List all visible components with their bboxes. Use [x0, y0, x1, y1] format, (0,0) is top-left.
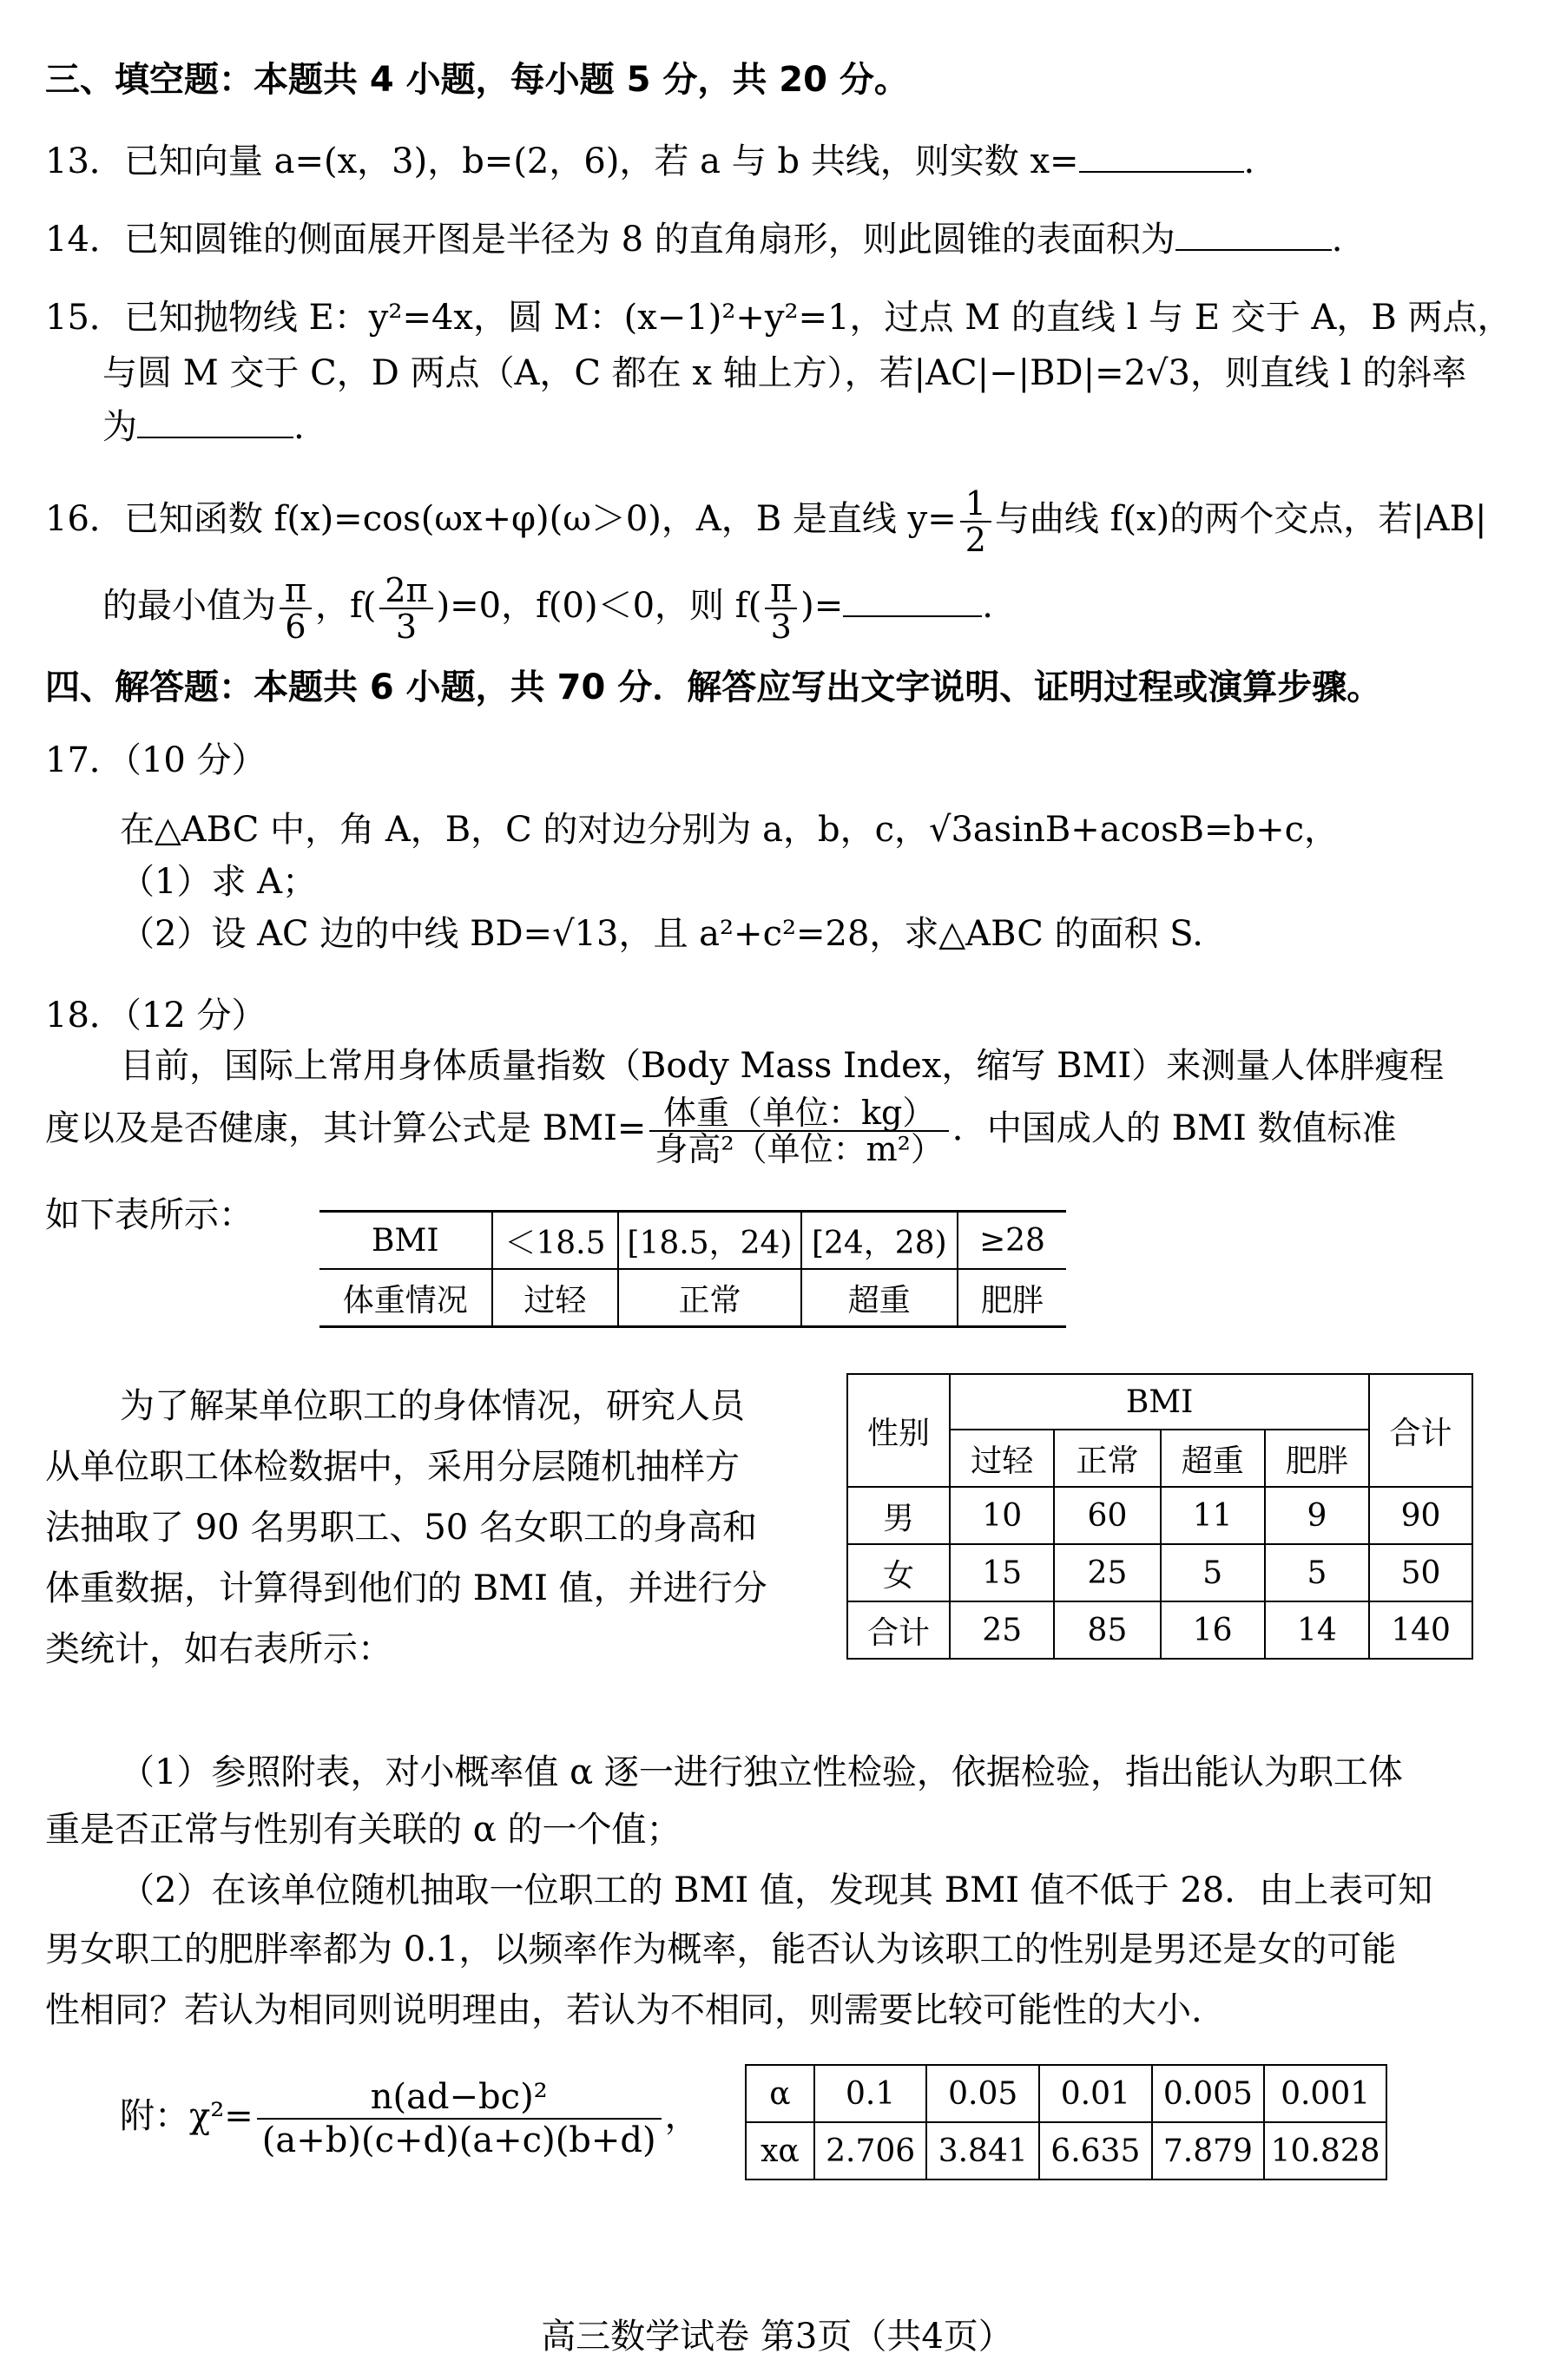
question-18-para-line1: 为了解某单位职工的身体情况，研究人员	[120, 1386, 745, 1426]
table-header-bmi: BMI	[950, 1374, 1369, 1430]
question-18-line2: 度以及是否健康，其计算公式是 BMI= $\frac{\text{体重（单位：kg）}}{\text{身高²（单位：m²）}}$ ．中国成人的 BMI 数值标准	[45, 1094, 1397, 1168]
question-17-heading: 17．（10 分）	[45, 740, 267, 780]
question-16-line2: 的最小值为 $\frac{\pi}{6}$ ，f( $\frac{2\pi}{3}$ )=0，f(0)＜0，则 f( $\frac{\pi}{3}$ )= .	[102, 571, 993, 646]
chi-square-formula: 附：χ²= $\frac{\text{n(ad−bc)²}}{(a+b)(c+d)(a+c)(b+d)}$ ，	[120, 2077, 700, 2160]
question-13: 13．已知向量 a=(x，3)，b=(2，6)，若 a 与 b 共线，则实数 x= .	[45, 141, 1255, 181]
fraction-2pi-3: $\frac{2\pi}{3}$	[379, 573, 432, 644]
question-16-line1: 16．已知函数 f(x)=cos(ωx+φ)(ω＞0)，A，B 是直线 y= $\frac{1}{2}$ 与曲线 f(x)的两个交点，若|AB|	[45, 484, 1487, 559]
question-17-stem: 在△ABC 中，角 A，B，C 的对边分别为 a，b，c，√3asinB+acosB=b+c，	[120, 810, 1340, 850]
table-subheader: 正常	[1054, 1430, 1160, 1487]
table-header-sex: 性别	[847, 1374, 950, 1487]
page-footer: 高三数学试卷 第3页（共4页）	[541, 2317, 1013, 2357]
bmi-formula-fraction: $\frac{\text{体重（单位：kg）}}{\text{身高²（单位：m²）}}$	[649, 1095, 949, 1167]
fraction-pi-3: $\frac{\pi}{3}$	[765, 573, 797, 644]
table-row: 女 15 25 5 5 50	[847, 1544, 1472, 1601]
table-cell: [18.5，24)	[618, 1212, 800, 1270]
table-subheader: 过轻	[950, 1430, 1054, 1487]
table-subheader: 肥胖	[1265, 1430, 1369, 1487]
question-18-heading: 18．（12 分）	[45, 996, 267, 1035]
fraction-one-half: $\frac{1}{2}$	[960, 486, 991, 557]
question-17-part2: （2）设 AC 边的中线 BD=√13，且 a²+c²=28，求△ABC 的面积 S.	[120, 914, 1203, 954]
question-18-sub2-line2: 男女职工的肥胖率都为 0.1，以频率作为概率，能否认为该职工的性别是男还是女的可能	[45, 1930, 1397, 1969]
question-15-line2: 与圆 M 交于 C，D 两点（A，C 都在 x 轴上方），若|AC|−|BD|=2√3，则直线 l 的斜率	[102, 353, 1467, 393]
question-15-line1: 15．已知抛物线 E：y²=4x，圆 M：(x−1)²+y²=1，过点 M 的直线 l 与 E 交于 A，B 两点，	[45, 298, 1512, 338]
question-18-para-line2: 从单位职工体检数据中，采用分层随机抽样方	[45, 1447, 740, 1487]
question-18-para-line3: 法抽取了 90 名男职工、50 名女职工的身高和	[45, 1508, 757, 1548]
answer-blank-16	[843, 584, 982, 617]
question-17-part1: （1）求 A；	[120, 862, 318, 902]
table-cell: BMI	[319, 1212, 492, 1270]
section-3-heading: 三、填空题：本题共 4 小题，每小题 5 分，共 20 分。	[45, 60, 909, 100]
question-18-sub1-line1: （1）参照附表，对小概率值 α 逐一进行独立性检验，依据检验，指出能认为职工体	[120, 1752, 1403, 1792]
table-cell: ＜18.5	[492, 1212, 619, 1270]
table-cell: 肥胖	[958, 1269, 1066, 1327]
question-18-para-line5: 类统计，如右表所示：	[45, 1629, 392, 1669]
question-18-sub2-line3: 性相同？若认为相同则说明理由，若认为不相同，则需要比较可能性的大小.	[45, 1990, 1202, 2030]
answer-blank-14	[1175, 218, 1332, 251]
table-cell: ≥28	[958, 1212, 1066, 1270]
table-row: 合计 25 85 16 14 140	[847, 1601, 1472, 1659]
table-cell: [24，28)	[801, 1212, 958, 1270]
bmi-survey-table	[846, 1373, 1473, 1660]
table-row: 男 10 60 11 9 90	[847, 1487, 1472, 1544]
question-15-line3: 为 .	[102, 407, 305, 447]
table-cell: 正常	[618, 1269, 800, 1327]
question-18-line3: 如下表所示：	[45, 1195, 254, 1235]
table-row: xα 2.706 3.841 6.635 7.879 10.828	[746, 2122, 1386, 2179]
question-18-line1: 目前，国际上常用身体质量指数（Body Mass Index，缩写 BMI）来测量人体胖瘦程	[120, 1046, 1445, 1086]
question-18-sub1-line2: 重是否正常与性别有关联的 α 的一个值；	[45, 1810, 682, 1850]
chi-square-fraction: $\frac{\text{n(ad−bc)²}}{(a+b)(c+d)(a+c)(b+d)}$	[257, 2076, 662, 2161]
answer-blank-15	[137, 405, 293, 438]
question-18-sub2-line1: （2）在该单位随机抽取一位职工的 BMI 值，发现其 BMI 值不低于 28．由上表可知	[120, 1870, 1433, 1910]
table-cell: 过轻	[492, 1269, 619, 1327]
table-header-total: 合计	[1369, 1374, 1472, 1487]
fraction-pi-6: $\frac{\pi}{6}$	[280, 573, 312, 644]
question-14: 14．已知圆锥的侧面展开图是半径为 8 的直角扇形，则此圆锥的表面积为 .	[45, 220, 1343, 260]
bmi-standard-table	[319, 1210, 1066, 1328]
chi-square-critical-table	[745, 2064, 1387, 2180]
table-cell: 超重	[801, 1269, 958, 1327]
table-cell: 体重情况	[319, 1269, 492, 1327]
table-subheader: 超重	[1161, 1430, 1265, 1487]
question-18-para-line4: 体重数据，计算得到他们的 BMI 值，并进行分	[45, 1568, 767, 1608]
section-4-heading: 四、解答题：本题共 6 小题，共 70 分．解答应写出文字说明、证明过程或演算步骤。	[45, 667, 1382, 707]
answer-blank-13	[1079, 140, 1244, 173]
table-row: α 0.1 0.05 0.01 0.005 0.001	[746, 2065, 1386, 2122]
